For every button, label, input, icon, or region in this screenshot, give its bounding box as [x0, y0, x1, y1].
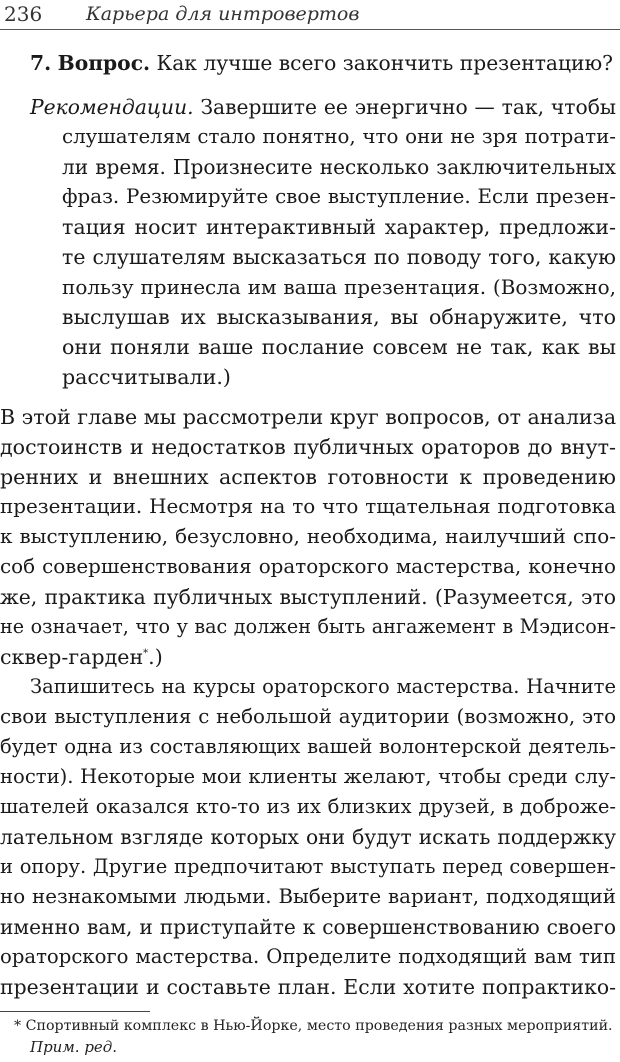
paragraph-line: достоинств и недостатков публичных ораторов до внут- — [0, 435, 616, 459]
paragraph-text: .) — [148, 645, 163, 669]
paragraph-line: же, практика публичных выступлений. (Разумеется, это — [0, 585, 616, 609]
paragraph-line: Запишитесь на курсы ораторского мастерства. Начните — [30, 675, 616, 698]
paragraph-text: сквер-гарден — [0, 645, 144, 669]
recommendation-line: фраз. Резюмируйте свое выступление. Если презен- — [62, 185, 616, 208]
paragraph-line — [0, 642, 163, 672]
footnote-source: Прим. ред. — [30, 1038, 118, 1056]
recommendation-line: ли время. Произнесите несколько заключительных — [62, 155, 616, 179]
running-title: Карьера для интровертов — [86, 3, 360, 25]
paragraph-line: но незнакомыми людьми. Выберите вариант, подходящий — [0, 885, 616, 908]
paragraph-line: ренних и внешних аспектов готовности к проведению — [0, 465, 616, 489]
paragraph-line: шателей оказался кто-то из их близких друзей, в доброже- — [0, 795, 616, 818]
paragraph-line: ности). Некоторые мои клиенты желают, чтобы среди слу- — [0, 765, 616, 788]
paragraph-line: лательном взгляде которых они будут искать поддержку — [0, 825, 616, 849]
paragraph-line: В этой главе мы рассмотрели круг вопросов, от анализа — [0, 405, 617, 429]
paragraph-line: ораторского мастерства. Определите подходящий вам тип — [0, 945, 616, 968]
paragraph-line: презентации. Несмотря на то что тщательная подготовка — [0, 495, 616, 518]
recommendation-line: они поняли ваше послание совсем не так, как вы — [62, 335, 616, 359]
footnote-rule — [0, 1011, 150, 1012]
recommendation-line: те слушателям высказаться по поводу того, какую — [62, 245, 616, 269]
page-header — [0, 0, 620, 34]
page-number: 236 — [4, 2, 43, 26]
question-line — [30, 48, 613, 78]
recommendation-line — [30, 92, 616, 122]
recommendation-line: пользу принесла им ваша презентация. (Возможно, — [62, 275, 616, 299]
footnote-marker: * — [143, 648, 149, 660]
recommendation-line: тация носит интерактивный характер, предложи- — [62, 215, 616, 239]
recommendation-text: Завершите ее энергично — так, чтобы — [200, 95, 616, 119]
paragraph-line: и опору. Другие предпочитают выступать перед совершен- — [0, 855, 616, 878]
question-number: 7. — [30, 51, 52, 75]
paragraph-line: свои выступления с небольшой аудитории (возможно, это — [0, 705, 616, 728]
recommendation-line: слушателям стало понятно, что они не зря потрати- — [62, 125, 616, 148]
recommendation-line: выслушав их высказывания, вы обнаружите, что — [62, 305, 616, 329]
paragraph-line: соб совершенствования ораторского мастерства, конечно — [0, 555, 616, 578]
question-label: Вопрос. — [57, 51, 151, 75]
recommendation-line: рассчитывали.) — [62, 365, 231, 389]
paragraph-line: презентации и составьте план. Если хотите попрактико- — [0, 975, 616, 999]
footnote-text: * Спортивный комплекс в Нью-Йорке, место проведения разных мероприятий. — [14, 1018, 613, 1034]
paragraph-line: будет одна из составляющих вашей волонтерской деятель- — [0, 735, 616, 758]
question-text: Как лучше всего закончить презентацию? — [156, 51, 613, 75]
paragraph-line: не означает, что у вас должен быть ангажемент в Мэдисон- — [0, 615, 616, 638]
recommendation-label: Рекомендации. — [30, 95, 194, 119]
paragraph-line: к выступлению, безусловно, необходима, наилучший спо- — [0, 525, 616, 548]
paragraph-line: именно вам, и приступайте к совершенствованию своего — [0, 915, 616, 939]
header-rule — [0, 29, 620, 30]
